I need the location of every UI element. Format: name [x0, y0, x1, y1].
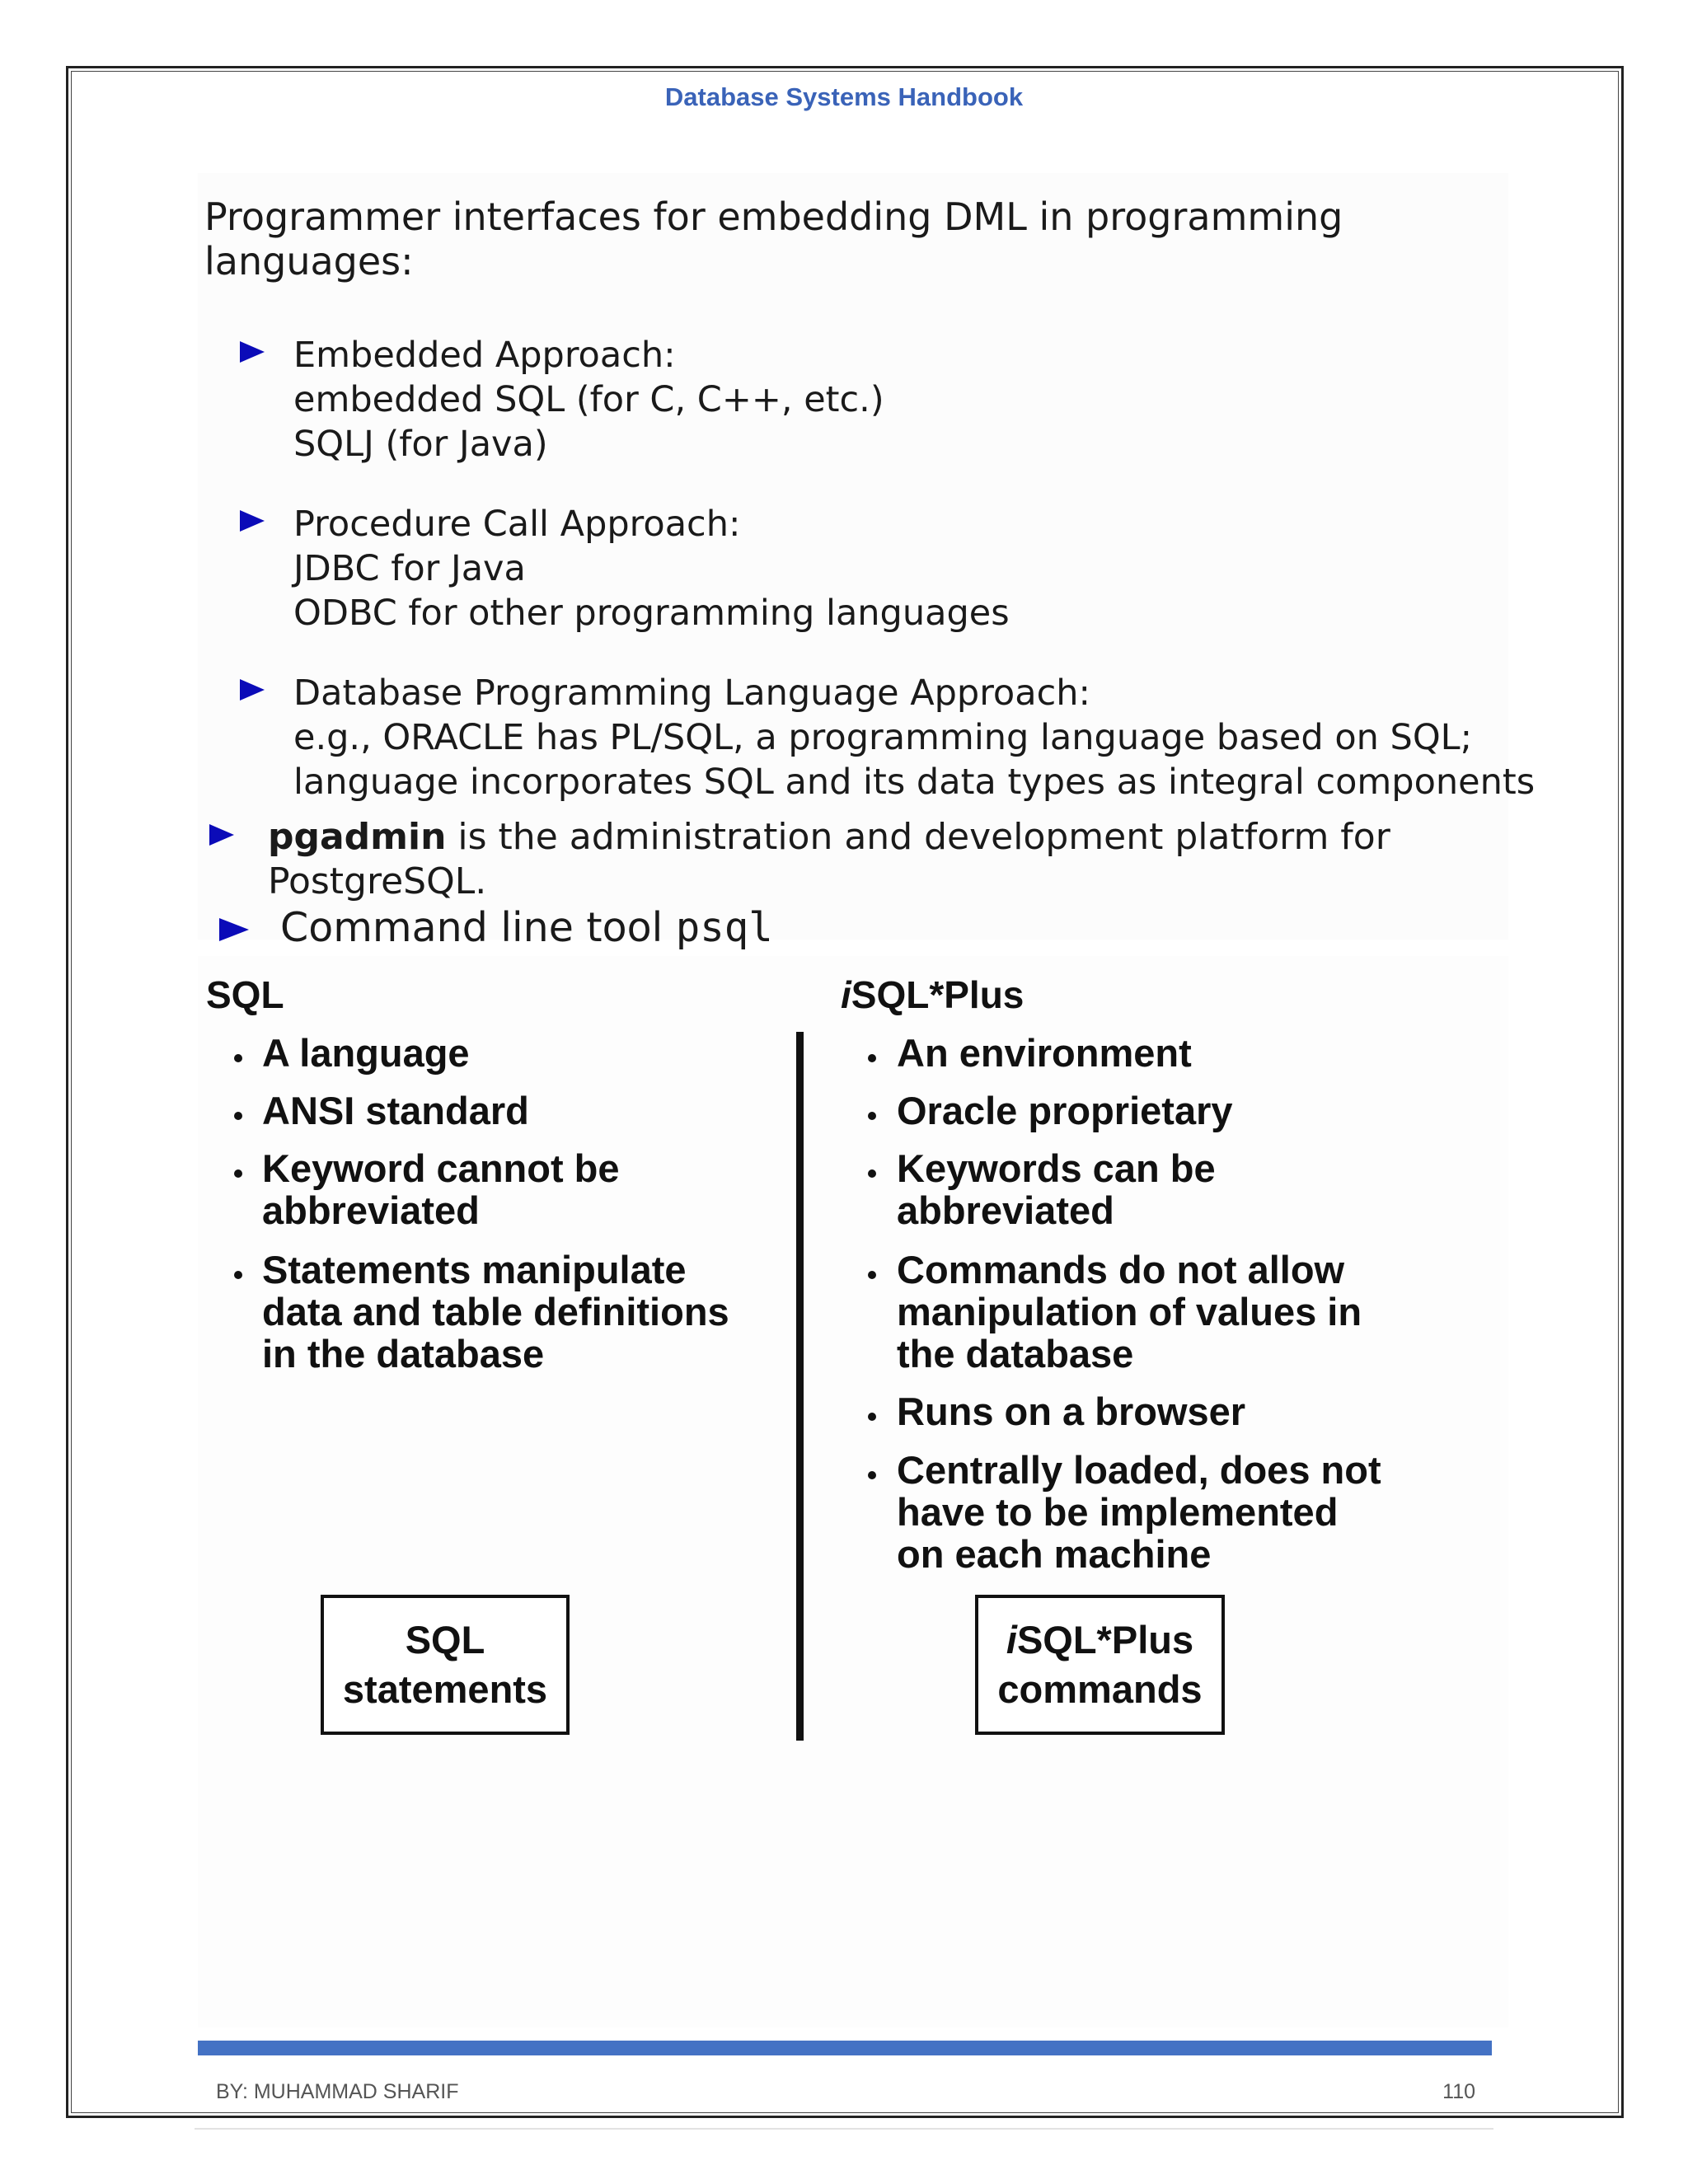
approach-line: Database Programming Language Approach: — [293, 673, 1090, 714]
psql-text: Command line tool — [280, 904, 676, 951]
approach-line: Embedded Approach: — [293, 335, 676, 376]
approach-line: e.g., ORACLE has PL/SQL, a programming language based on SQL; — [293, 717, 1473, 758]
isqlplus-bullet-cont: have to be implemented — [897, 1490, 1339, 1534]
box-line — [978, 1615, 1221, 1665]
sql-column-title: SQL — [206, 973, 284, 1016]
footer-author: BY: MUHAMMAD SHARIF — [216, 2080, 459, 2103]
box-line: SQL — [405, 1618, 485, 1661]
isqlplus-commands-box — [975, 1595, 1225, 1735]
isqlplus-bullet-cont: the database — [897, 1332, 1134, 1376]
title-italic-i: i — [841, 973, 851, 1016]
box-line-rest: SQL*Plus — [1016, 1618, 1194, 1661]
box-line: commands — [997, 1667, 1203, 1711]
pgadmin-desc-line2: PostgreSQL. — [268, 860, 487, 902]
bullet-arrow-icon — [209, 824, 234, 846]
bullet-arrow-icon — [219, 918, 249, 941]
isqlplus-bullet-cont: abbreviated — [897, 1188, 1114, 1232]
approach-line: ODBC for other programming languages — [293, 593, 1010, 634]
approach-line: SQLJ (for Java) — [293, 424, 548, 465]
page-header-title: Database Systems Handbook — [664, 82, 1024, 111]
box-line: statements — [342, 1667, 548, 1711]
intro-heading — [204, 194, 1343, 284]
approach-line: embedded SQL (for C, C++, etc.) — [293, 379, 884, 420]
sql-bullet-cont: data and table definitions — [262, 1290, 729, 1333]
psql-code: psql — [675, 904, 773, 951]
bullet-dot-icon — [234, 1169, 242, 1178]
isqlplus-bullet: Keywords can be — [897, 1146, 1216, 1190]
isqlplus-bullet: An environment — [897, 1031, 1192, 1075]
bottom-rule — [195, 2128, 1493, 2130]
isqlplus-bullet: Runs on a browser — [897, 1390, 1246, 1433]
bullet-dot-icon — [234, 1054, 242, 1062]
pgadmin-item — [268, 815, 1390, 904]
sql-bullet: A language — [262, 1031, 470, 1075]
sql-bullet-cont: in the database — [262, 1332, 545, 1376]
approach-line: language incorporates SQL and its data types as integral components — [293, 762, 1536, 803]
bullet-dot-icon — [234, 1112, 242, 1120]
column-divider — [796, 1032, 804, 1741]
intro-line: languages: — [204, 239, 414, 284]
bullet-arrow-icon — [240, 510, 265, 532]
footer-page-number: 110 — [1442, 2080, 1475, 2103]
bullet-dot-icon — [868, 1271, 876, 1279]
isqlplus-bullet: Commands do not allow — [897, 1248, 1345, 1291]
footer-accent-bar — [198, 2041, 1492, 2055]
isqlplus-bullet: Centrally loaded, does not — [897, 1448, 1381, 1492]
bullet-dot-icon — [234, 1271, 242, 1279]
isqlplus-bullet-cont: manipulation of values in — [897, 1290, 1362, 1333]
intro-line: Programmer interfaces for embedding DML in programming — [204, 194, 1343, 239]
bullet-dot-icon — [868, 1471, 876, 1479]
approach-procedure-call — [293, 502, 1010, 635]
isqlplus-bullet-cont: on each machine — [897, 1532, 1212, 1576]
sql-bullet-cont: abbreviated — [262, 1188, 480, 1232]
bullet-arrow-icon — [240, 679, 265, 701]
approach-line: Procedure Call Approach: — [293, 504, 741, 545]
bullet-dot-icon — [868, 1054, 876, 1062]
sql-bullet: ANSI standard — [262, 1089, 529, 1132]
isqlplus-column-title — [841, 972, 1024, 1017]
approach-db-programming-language — [293, 671, 1535, 804]
sql-bullet: Keyword cannot be — [262, 1146, 620, 1190]
pgadmin-desc: is the administration and development platform for — [446, 816, 1390, 858]
bullet-dot-icon — [868, 1169, 876, 1178]
bullet-dot-icon — [868, 1112, 876, 1120]
psql-item — [280, 906, 773, 950]
approach-line: JDBC for Java — [293, 548, 526, 589]
bullet-dot-icon — [868, 1413, 876, 1421]
approach-embedded — [293, 333, 884, 466]
sql-statements-box — [321, 1595, 570, 1735]
sql-bullet: Statements manipulate — [262, 1248, 687, 1291]
isqlplus-bullet: Oracle proprietary — [897, 1089, 1233, 1132]
title-rest: SQL*Plus — [851, 973, 1025, 1016]
pgadmin-term: pgadmin — [268, 816, 447, 858]
bullet-arrow-icon — [240, 341, 265, 363]
box-italic-i: i — [1006, 1618, 1017, 1661]
